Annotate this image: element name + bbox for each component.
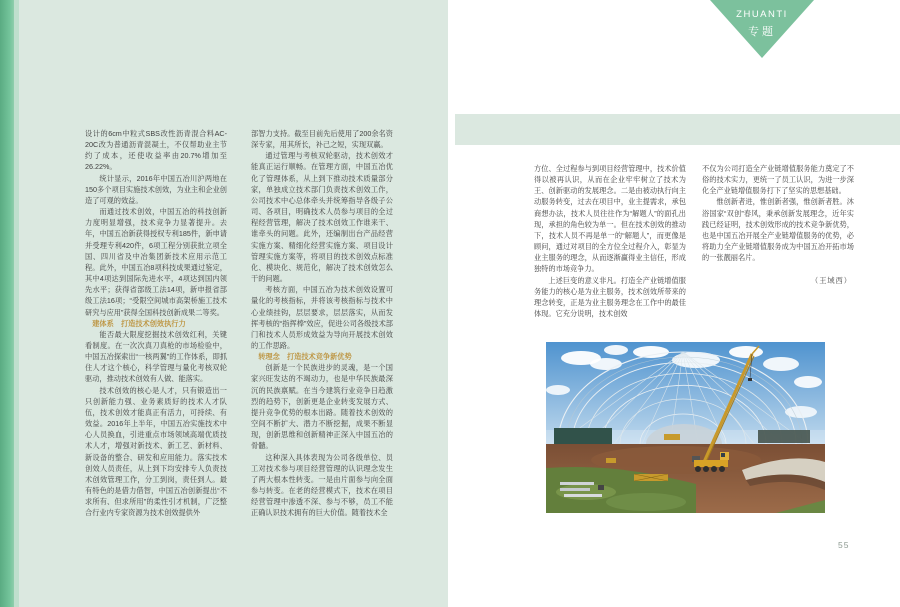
paragraph: 考核方面，中国五冶为技术创效设置可量化的考核指标，并将该考核指标与技术中心业绩挂钩，层层要求，层层落实，从而发挥考核的“指挥棒”效应，促进公司各级技术部门和技术人员形成效益为导向开展技术创效的工作思路。 (251, 285, 393, 350)
paragraph: 上述巨变的意义非凡。打造全产业链增值服务能力的核心是为业主服务，技术创效所带来的理念转变，正是为业主服务理念在工作中的最佳体现。它充分说明，技术创效 (534, 275, 686, 319)
paragraph: 方位、全过程参与到项目经营管理中，技术价值得以被再认识，从而在企业牢牢树立了技术为王、创新驱动的发展理念。二是由被动执行向主动服务转变，过去在项目中，业主提需求，承包商想办法，技术人员往往作为“解题人”的面孔出现，承担的角色较为单一。但在技术创效的推动下，技术人员不再是单一的“解题人”，而更像是顾问，通过对项目的全方位全过程介入，彰显为业主服务的理念，从而逐渐赢得业主信任，形成独特的市场竞争力。 (534, 164, 686, 274)
paragraph: 统计显示，2016年中国五冶川沪两地在150多个项目实施技术创效，为业主和企业创造了可观的效益。 (85, 173, 227, 205)
paragraph: 创新是一个民族进步的灵魂，是一个国家兴旺发达的不竭动力，也是中华民族最深沉的民族禀赋。在当今建筑行业竞争日趋激烈的趋势下，创新更是企业转变发展方式、提升竞争优势的根本出路。随着技术创效的空间不断扩大、潜力不断挖掘，成果不断显现，创新思维和创新精神正深入中国五冶的骨髓。 (251, 363, 393, 451)
paragraph: 这种深入具体表现为公司各级单位、员工对技术参与项目经营管理的认识理念发生了两大根本性转变。一是由片面参与向全面参与转变。在老的经营模式下，技术在项目经营管理中渗透不深、参与不够，员工不能正确认识技术拥有的巨大价值。随着技术全 (251, 452, 393, 518)
construction-site-photo (546, 342, 825, 513)
right-text-column-2 (702, 163, 854, 287)
left-page (19, 0, 448, 607)
paragraph: 部智力支持。截至目前先后使用了200余名资深专家，用其所长，补己之短，实现双赢。 (251, 129, 393, 150)
spine-strip (0, 0, 14, 607)
paragraph: 通过管理与考核双轮驱动，技术创效才能真正运行顺畅。在管理方面，中国五冶优化了管理体系，从上到下推动技术质量部分家，单独成立技术部门负责技术创效工作，公司技术中心总体牵头并统筹指导各级子公司、各项目，明确技术人员参与项目的全过程经营管理，解决了技术创效工作谁来干、谁牵头的问题。此外，还编制出台产品经营实施方案、精细化经营实施方案、项目设计管理实施方案等，将项目的技术创效点标准化、模块化、规范化，解决了技术创效怎么干的问题。 (251, 151, 393, 284)
section-badge (710, 0, 814, 58)
paragraph: 能否最大限度挖掘技术创效红利，关键看制度。在一次次真刀真枪的市场检验中，中国五冶探索出“一核两翼”的工作体系，即抓住人才这个核心，科学管理与量化考核双轮驱动，推动技术创效有人做、能落实。 (85, 329, 227, 384)
ground (546, 444, 825, 513)
paragraph: 不仅为公司打造全产业链增值服务能力奠定了不俗的技术实力，更统一了员工认识，为进一步深化全产业链增值服务打下了坚实的思想基础。 (702, 164, 854, 196)
page-number: 55 (838, 540, 850, 550)
section-subheading: 建体系 打造技术创效执行力 (92, 318, 186, 328)
left-text-column-1 (85, 128, 227, 518)
author-byline: （王域西） (811, 276, 852, 286)
right-text-column-1 (534, 163, 686, 319)
badge-label-zh: 专题 (748, 26, 776, 38)
badge-label-en: ZHUANTI (736, 9, 788, 20)
section-subheading: 转理念 打造技术竞争新优势 (258, 352, 352, 362)
paragraph: 惟创新者进，惟创新者强，惟创新者胜。沐浴国家“双创”春风，秉承创新发展理念，近年实践已经证明，技术创效形成的技术竞争新优势，也是中国五冶开展全产业链增值服务的优势，必将助力全产业链增值服务成为中国五冶开拓市场的一张靓丽名片。 (702, 197, 854, 263)
paragraph: 技术创效的核心是人才，只有锻造出一只创新能力强、业务素质好的技术人才队伍，技术创效才能真正有活力，可持续、有效益。2016年上半年，中国五冶实施技术中心人员换血，引进重点市场领域高端优质技术人才，增强对新技术、新工艺、新材料、新设备的整合、研发和应用能力。落实技术创效人员责任，从上到下均安排专人负责技术创效管理工作，分工到岗，责任到人。最有特色的是借力借智，中国五冶创新提出“不求所有、但求所用”的柔性引才机制，广泛整合行业内专家资源为技术创效提供外 (85, 385, 227, 518)
left-text-column-2 (251, 128, 393, 518)
paragraph: 而通过技术创效，中国五冶的科技创新力度明显增强，技术竞争力显著提升。去年，中国五冶新获得授权专利185件，新申请并受理专利420件，6项工程分别获批立项全国、四川省及中冶集团新技术应用示范工程。此外，中国五冶8项科技成果通过鉴定，其中4项达到国际先进水平，4项达到国内领先水平；获得省部级工法14项，新申报省部级工法16项；“受限空间城市高架桥施工技术研究与应用”获得全国科技创新成果二等奖。 (85, 207, 227, 317)
right-page (448, 0, 900, 607)
green-band (455, 114, 900, 145)
photo-illustration (546, 342, 825, 513)
paragraph: 设计的6cm中粒式SBS改性沥青混合料AC-20C改为普通沥青混凝土，不仅帮助业主节约了成本，还使收益率由20.7%增加至26.22%。 (85, 129, 227, 172)
